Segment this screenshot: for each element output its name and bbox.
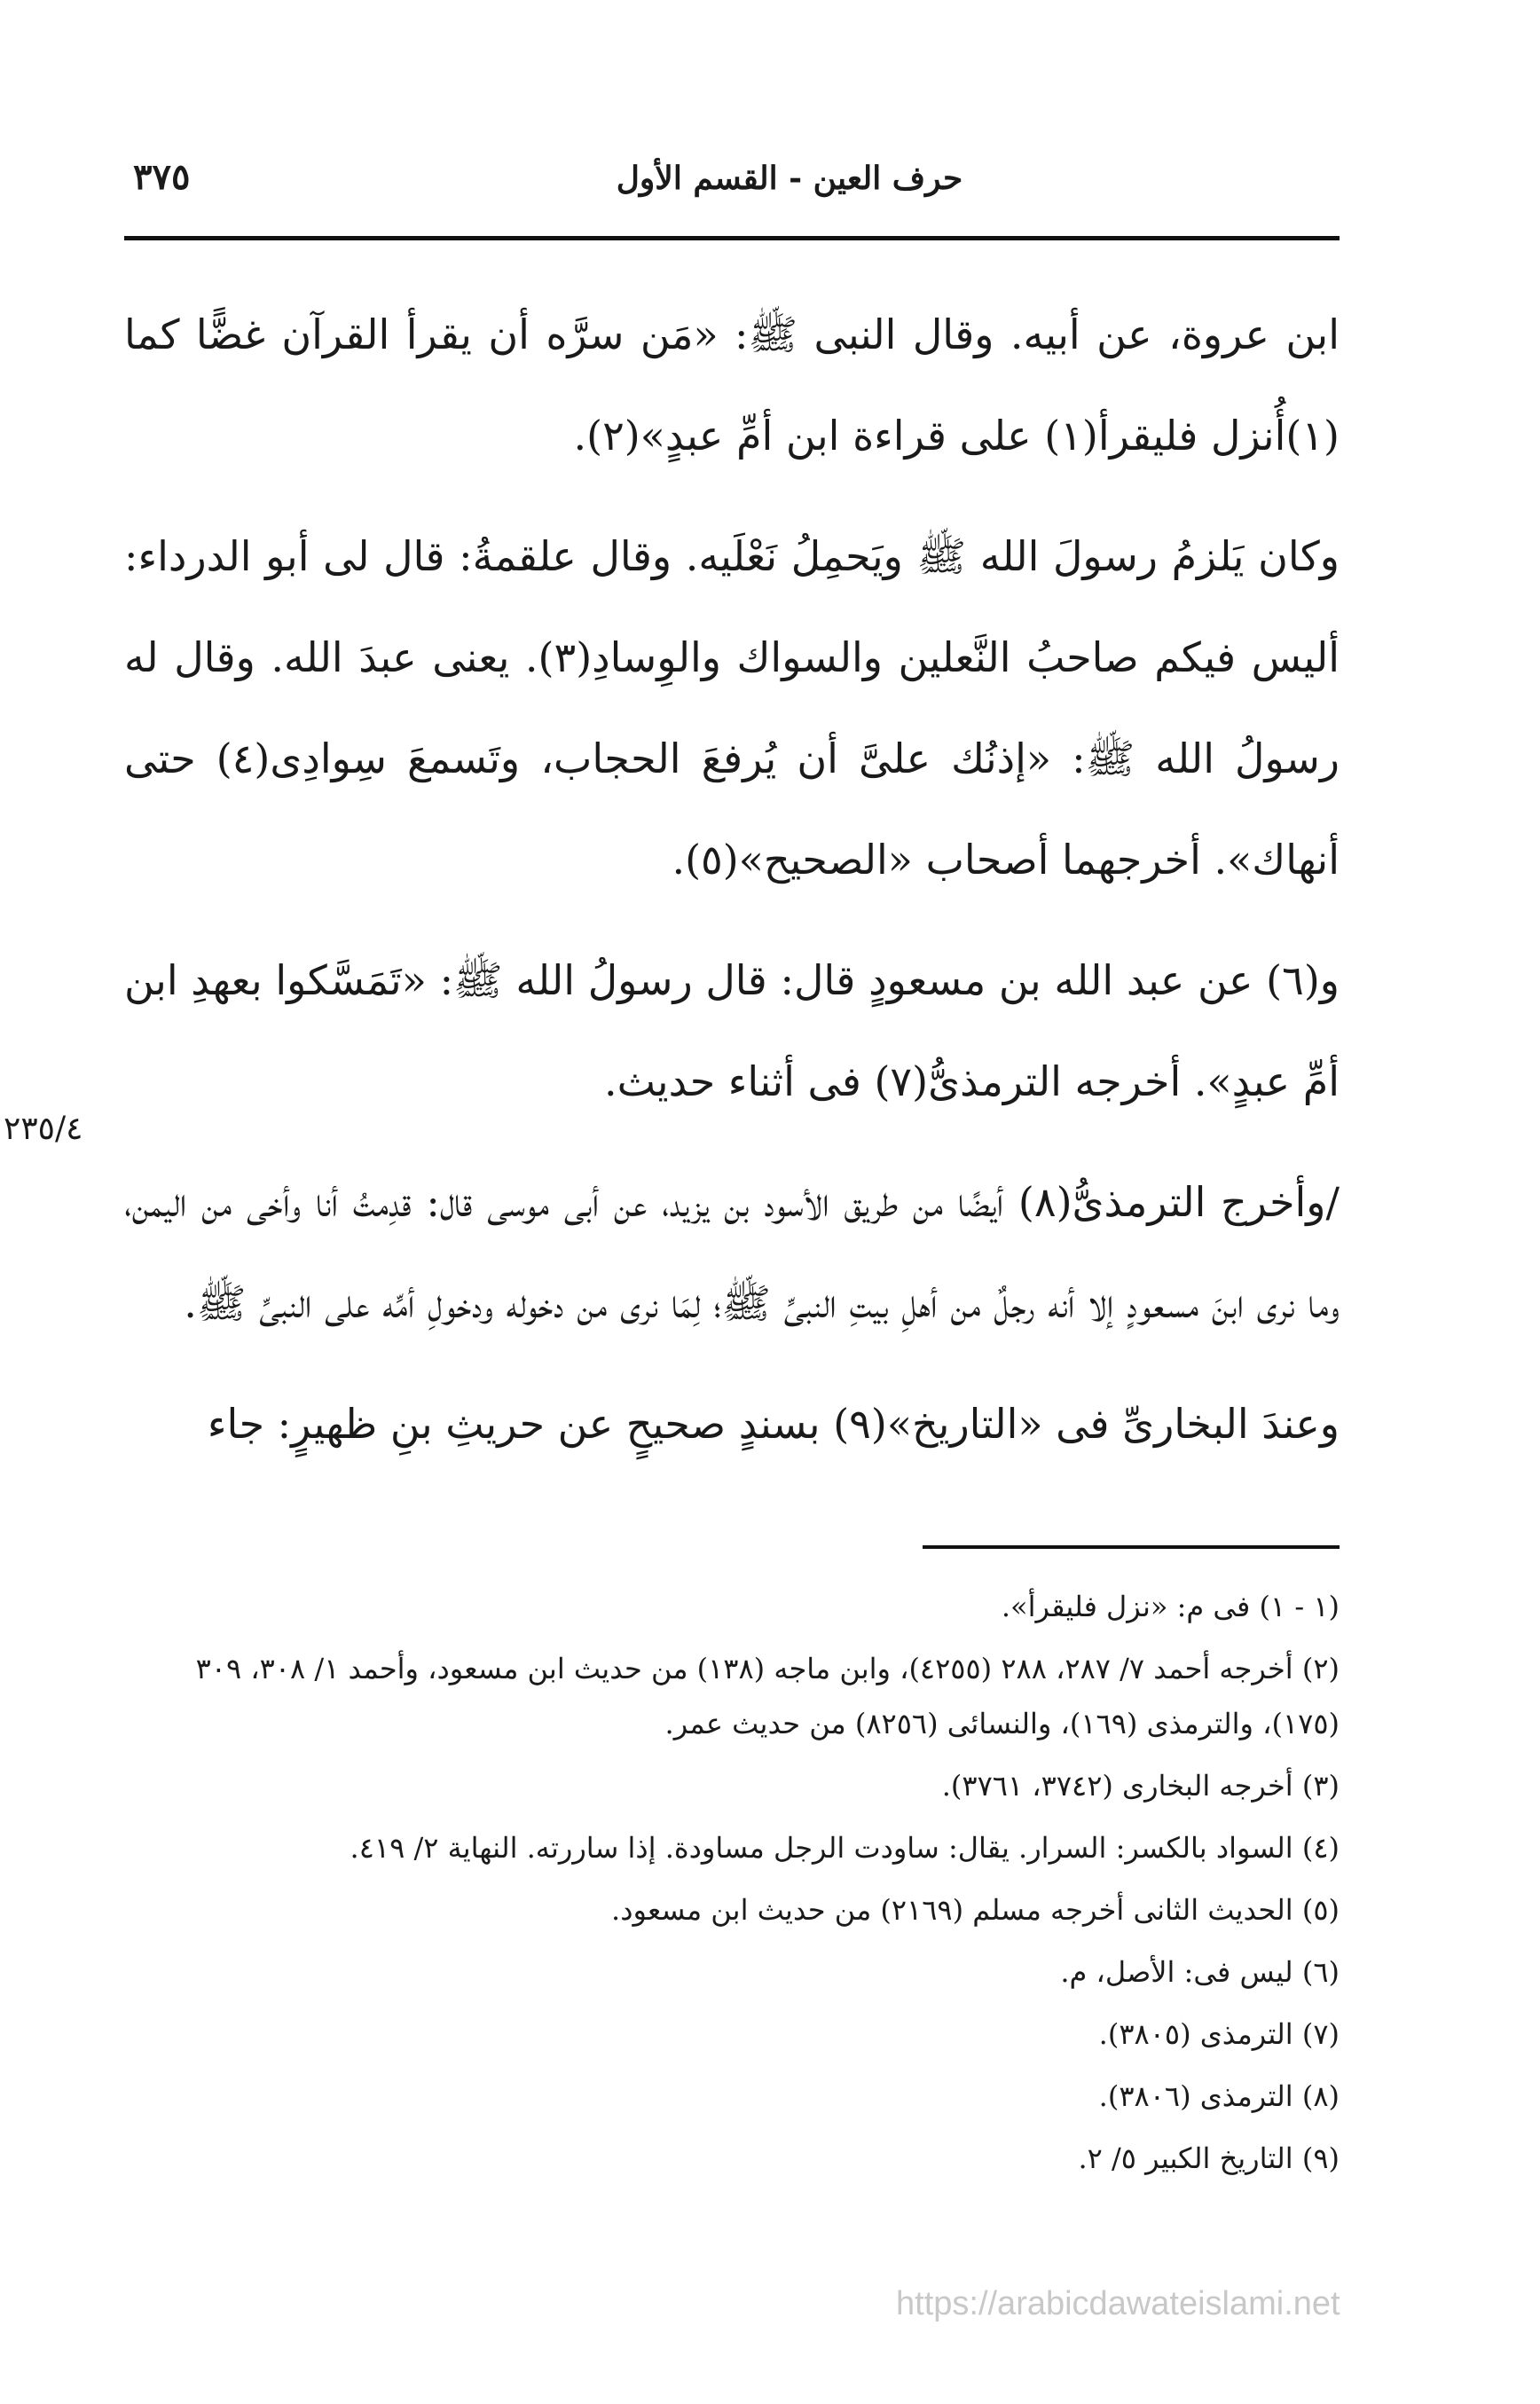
paragraph: وكان يَلزمُ رسولَ الله ﷺ ويَحمِلُ نَعْلَيه. وقال علقمةُ: قال لى أبو الدرداء: أليس فيكم صاحبُ النَّعلين والسواك والوِسادِ(٣). يعنى عبدَ الله. وقال له رسولُ الله ﷺ: «إذنُك علىَّ أن يُرفعَ الحجاب، وتَسمعَ سِوادِى(٤) حتى أنهاك». أخرجهما أصحاب «الصحيح»(٥). <box>124 532 1340 884</box>
paragraph: وعندَ البخارىِّ فى «التاريخ»(٩) بسندٍ صحيحٍ عن حريثِ بنِ ظهيرٍ: جاء <box>207 1400 1340 1448</box>
footnote: (٩) التاريخ الكبير ٥/ ٢. <box>1078 2141 1340 2175</box>
margin-reference: ٢٣٥/٤ <box>4 1111 83 1147</box>
paragraph: و(٦) عن عبد الله بن مسعودٍ قال: قال رسولُ الله ﷺ: «تَمَسَّكوا بعهدِ ابن أمِّ عبدٍ». أخرجه الترمذىُّ(٧) فى أثناء حديث. <box>124 956 1340 1105</box>
main-text <box>124 284 1340 1494</box>
running-title: حرف العين - القسم الأول <box>616 160 963 197</box>
footnote: (٥) الحديث الثانى أخرجه مسلم (٢١٦٩) من حديث ابن مسعود. <box>611 1893 1340 1927</box>
paragraph: ابن عروة، عن أبيه. وقال النبى ﷺ: «مَن سرَّه أن يقرأ القرآن غضًّا كما (١)أُنزل فليقرأ(١) على قراءة ابن أمِّ عبدٍ»(٢). <box>124 310 1340 460</box>
footnote: (١ - ١) فى م: «نزل فليقرأ». <box>1001 1590 1340 1623</box>
footnote-rule <box>923 1545 1340 1549</box>
paragraph: /وأخرج الترمذىُّ(٨) أيضًا من طريق الأسود بن يزيد، عن أبى موسى قال: قدِمتُ أنا وأخى من اليمن، وما نرى ابنَ مسعودٍ إلا أنه رجلٌ من أهلِ بيتِ النبىِّ ﷺ؛ لِمَا نرى من دخوله ودخولِ أمِّه على النبىِّ ﷺ. <box>124 1178 1340 1327</box>
page-number: ٣٧٥ <box>133 156 191 198</box>
footnote: (٨) الترمذى (٣٨٠٦). <box>1098 2079 1340 2113</box>
page-header <box>124 151 1340 222</box>
footnote: (٢) أخرجه أحمد ٧/ ٢٨٧، ٢٨٨ (٤٢٥٥)، وابن ماجه (١٣٨) من حديث ابن مسعود، وأحمد ١/ ٣٠٨، ٣٠٩ (١٧٥)، والترمذى (١٦٩)، والنسائى (٨٢٥٦) من حديث عمر. <box>195 1652 1340 1740</box>
source-watermark: https://arabicdawateislami.net <box>896 2285 1340 2322</box>
header-rule <box>124 236 1340 240</box>
footnote: (٤) السواد بالكسر: السرار. يقال: ساودت الرجل مساودة. إذا ساررته. النهاية ٢/ ٤١٩. <box>350 1831 1340 1865</box>
footnote: (٧) الترمذى (٣٨٠٥). <box>1098 2017 1340 2051</box>
footnotes <box>124 1579 1340 2193</box>
footnote: (٣) أخرجه البخارى (٣٧٤٢، ٣٧٦١). <box>941 1769 1340 1803</box>
footnote: (٦) ليس فى: الأصل، م. <box>1060 1955 1340 1989</box>
